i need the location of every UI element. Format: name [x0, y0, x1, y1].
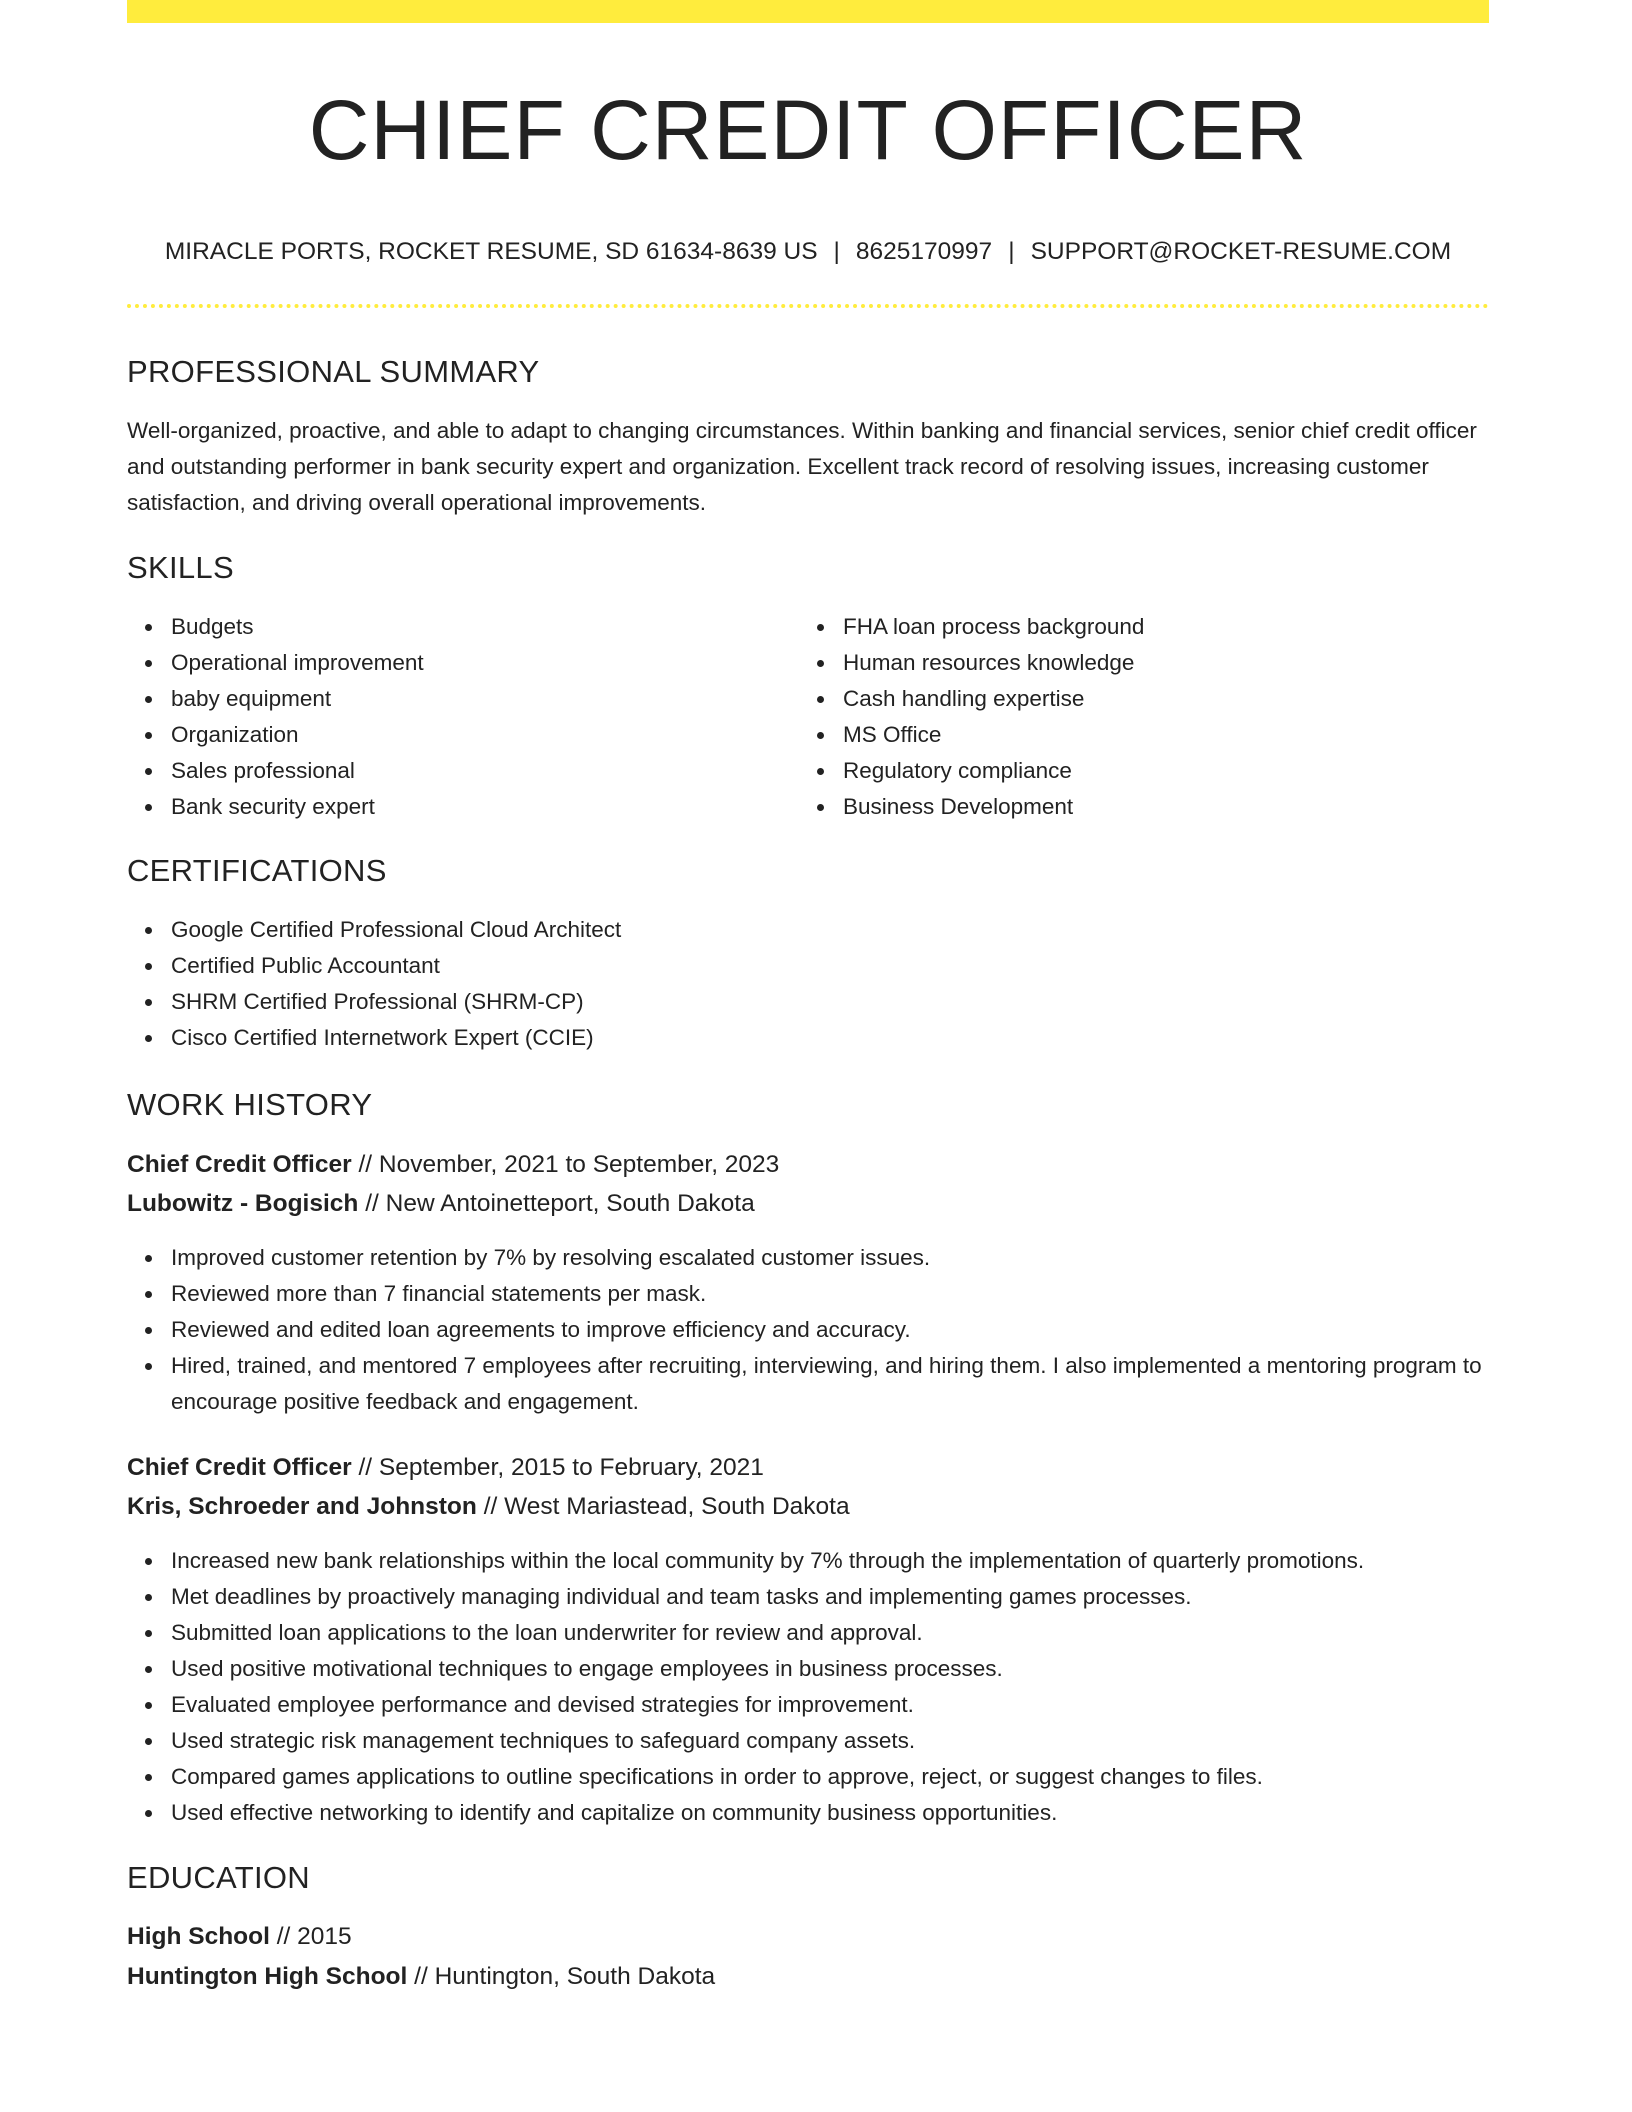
job-location: New Antoinetteport, South Dakota [385, 1190, 755, 1217]
list-item: Business Development [843, 789, 1483, 825]
list-item: Reviewed more than 7 financial statements per mask. [171, 1276, 1533, 1312]
list-item: Reviewed and edited loan agreements to improve efficiency and accuracy. [171, 1312, 1533, 1348]
list-item: Human resources knowledge [843, 645, 1483, 681]
list-item: Cash handling expertise [843, 681, 1483, 717]
contact-separator: | [1008, 238, 1015, 265]
job-dates: September, 2015 to February, 2021 [378, 1454, 764, 1481]
contact-line [127, 235, 1489, 269]
dotted-divider [127, 304, 1489, 308]
skills-list-right [799, 609, 1483, 825]
list-item: Certified Public Accountant [171, 948, 1471, 984]
list-item: Improved customer retention by 7% by resolving escalated customer issues. [171, 1240, 1533, 1276]
list-item: Evaluated employee performance and devised strategies for improvement. [171, 1687, 1533, 1723]
divider-slashes: // [358, 1454, 373, 1481]
list-item: Hired, trained, and mentored 7 employees after recruiting, interviewing, and hiring them. I also implemented a mentoring program to encourage positive feedback and engagement. [171, 1348, 1489, 1420]
divider-slashes: // [483, 1493, 498, 1520]
list-item: Sales professional [171, 753, 791, 789]
education-location: Huntington, South Dakota [434, 1963, 716, 1990]
list-item: Compared games applications to outline specifications in order to approve, reject, or suggest changes to files. [171, 1759, 1533, 1795]
list-item: Cisco Certified Internetwork Expert (CCIE) [171, 1020, 1471, 1056]
divider-slashes: // [414, 1963, 428, 1990]
list-item: Met deadlines by proactively managing individual and team tasks and implementing games processes. [171, 1579, 1533, 1615]
job-company-line [127, 1488, 850, 1526]
list-item: Google Certified Professional Cloud Architect [171, 912, 1471, 948]
job-location: West Mariastead, South Dakota [504, 1493, 850, 1520]
job-dates: November, 2021 to September, 2023 [378, 1151, 780, 1178]
certifications-heading: CERTIFICATIONS [127, 853, 387, 888]
education-school: Huntington High School [127, 1963, 408, 1990]
list-item: baby equipment [171, 681, 791, 717]
divider-slashes: // [276, 1923, 291, 1950]
education-degree: High School [127, 1923, 270, 1950]
list-item: Used effective networking to identify and capitalize on community business opportunities. [171, 1795, 1533, 1831]
list-item: SHRM Certified Professional (SHRM-CP) [171, 984, 1471, 1020]
job-company: Kris, Schroeder and Johnston [127, 1493, 477, 1520]
list-item: Used strategic risk management techniques to safeguard company assets. [171, 1723, 1533, 1759]
contact-separator: | [833, 238, 840, 265]
list-item: Bank security expert [171, 789, 791, 825]
divider-slashes: // [365, 1190, 379, 1217]
job-bullets [127, 1240, 1533, 1420]
job-title-line [127, 1146, 779, 1184]
list-item: FHA loan process background [843, 609, 1483, 645]
certifications-list [127, 912, 1471, 1056]
list-item: Operational improvement [171, 645, 791, 681]
job-company: Lubowitz - Bogisich [127, 1190, 359, 1217]
list-item: MS Office [843, 717, 1483, 753]
summary-text: Well-organized, proactive, and able to adapt to changing circumstances. Within banking and financial services, senior chief credit officer and outstanding performer in bank security expert and organization. Excellent track record of resolving issues, increasing customer satisfaction, and driving overall operational improvements. [127, 418, 1477, 515]
list-item: Budgets [171, 609, 791, 645]
list-item: Used positive motivational techniques to engage employees in business processes. [171, 1651, 1533, 1687]
contact-email: SUPPORT@ROCKET-RESUME.COM [1030, 238, 1452, 265]
accent-bar [127, 0, 1489, 23]
list-item: Organization [171, 717, 791, 753]
education-heading: EDUCATION [127, 1860, 310, 1895]
contact-phone: 8625170997 [855, 238, 993, 265]
skills-heading: SKILLS [127, 550, 234, 585]
education-degree-line [127, 1918, 352, 1956]
education-school-line [127, 1958, 715, 1996]
work-heading: WORK HISTORY [127, 1087, 373, 1122]
summary-heading: PROFESSIONAL SUMMARY [127, 354, 540, 389]
job-company-line [127, 1185, 755, 1223]
job-bullets [127, 1543, 1533, 1831]
contact-address: MIRACLE PORTS, ROCKET RESUME, SD 61634-8639 US [164, 238, 818, 265]
job-role: Chief Credit Officer [127, 1454, 352, 1481]
job-role: Chief Credit Officer [127, 1151, 352, 1178]
job-title-line [127, 1449, 764, 1487]
list-item: Regulatory compliance [843, 753, 1483, 789]
divider-slashes: // [358, 1151, 373, 1178]
education-year: 2015 [297, 1923, 352, 1950]
skills-list-left [127, 609, 791, 825]
list-item: Increased new bank relationships within the local community by 7% through the implementation of quarterly promotions. [171, 1543, 1533, 1579]
resume-name: CHIEF CREDIT OFFICER [308, 83, 1308, 177]
list-item: Submitted loan applications to the loan underwriter for review and approval. [171, 1615, 1533, 1651]
